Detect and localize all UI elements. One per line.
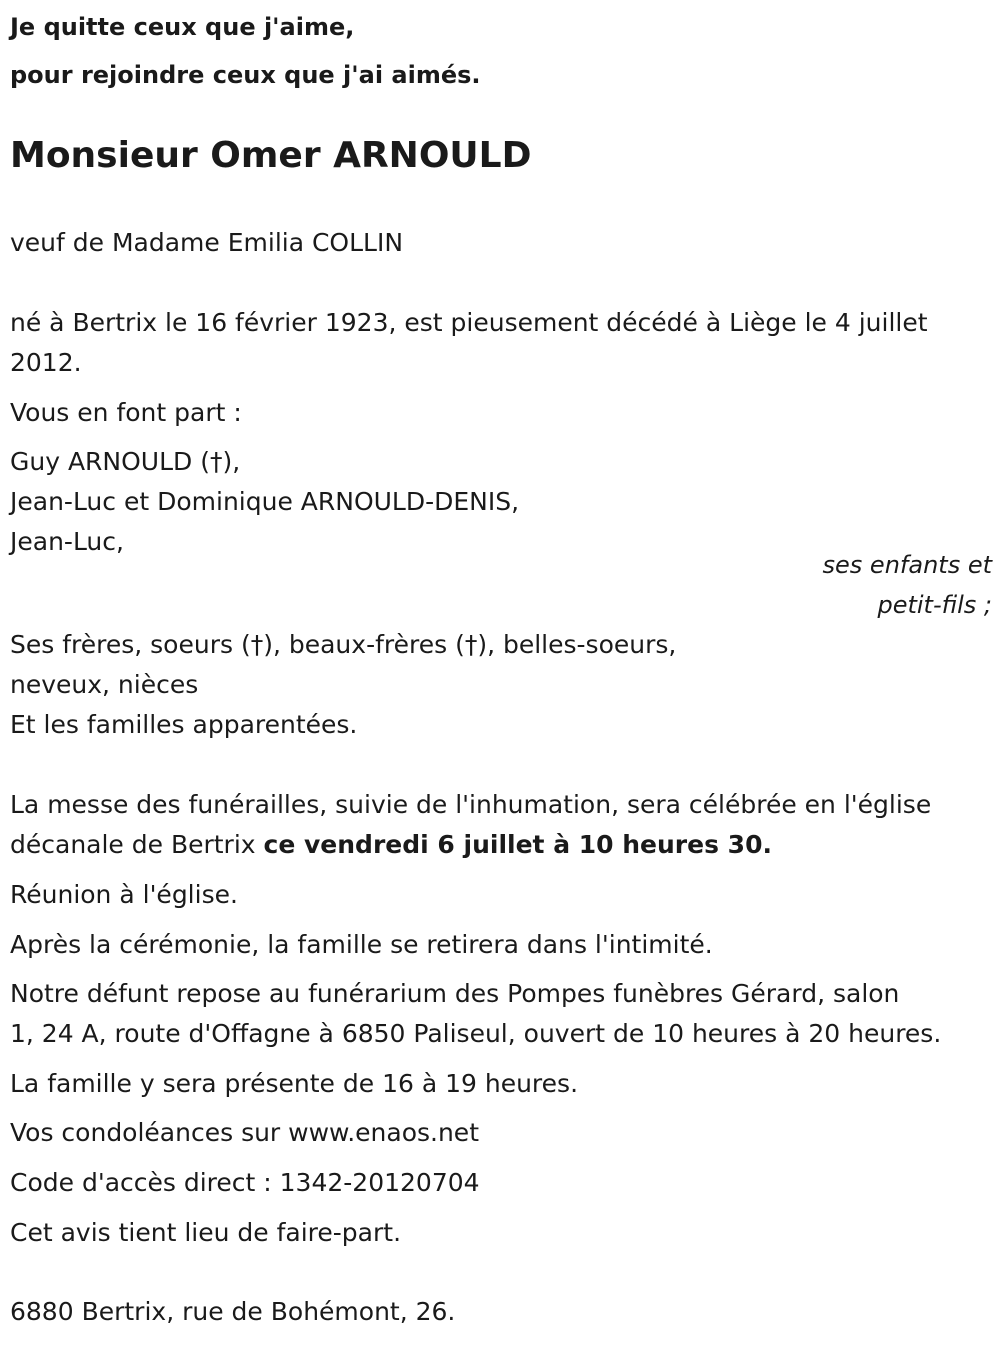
children-line-1: Guy ARNOULD (†), [10,447,241,476]
children-role-line-1: ses enfants et [822,551,992,579]
relatives-line-3: Et les familles apparentées. [10,710,358,739]
funeral-datetime: ce vendredi 6 juillet à 10 heures 30. [263,830,772,859]
funeral-location: décanale de Bertrix [10,830,264,859]
meeting-note: Réunion à l'église. [10,880,238,909]
family-presence: La famille y sera présente de 16 à 19 heures. [10,1069,579,1098]
relatives-line-1: Ses frères, soeurs (†), beaux-frères (†), belles-soeurs, [10,630,677,659]
epigraph-line-2: pour rejoindre ceux que j'ai aimés. [10,61,481,89]
after-ceremony-note: Après la cérémonie, la famille se retirera dans l'intimité. [10,930,713,959]
notice-text: Cet avis tient lieu de faire-part. [10,1218,402,1247]
birth-death-line-1: né à Bertrix le 16 février 1923, est pieusement décédé à Liège le 4 juillet [10,308,928,337]
relatives-line-2: neveux, nièces [10,670,199,699]
funeral-line-1: La messe des funérailles, suivie de l'inhumation, sera célébrée en l'église [10,790,932,819]
address: 6880 Bertrix, rue de Bohémont, 26. [10,1297,456,1326]
funeral-line-2 [10,830,772,860]
birth-death-line-2: 2012. [10,348,82,377]
condolences-link: Vos condoléances sur www.enaos.net [10,1118,479,1147]
deceased-name: Monsieur Omer ARNOULD [10,135,532,176]
widower-of: veuf de Madame Emilia COLLIN [10,228,404,257]
children-line-3: Jean-Luc, [10,527,124,556]
funerarium-line-1: Notre défunt repose au funérarium des Pompes funèbres Gérard, salon [10,979,900,1008]
funerarium-line-2: 1, 24 A, route d'Offagne à 6850 Paliseul, ouvert de 10 heures à 20 heures. [10,1019,942,1048]
announcement-intro: Vous en font part : [10,398,242,427]
children-line-2: Jean-Luc et Dominique ARNOULD-DENIS, [10,487,520,516]
epigraph-line-1: Je quitte ceux que j'aime, [10,13,355,41]
children-role-line-2: petit-fils ; [877,591,992,619]
access-code: Code d'accès direct : 1342-20120704 [10,1168,480,1197]
